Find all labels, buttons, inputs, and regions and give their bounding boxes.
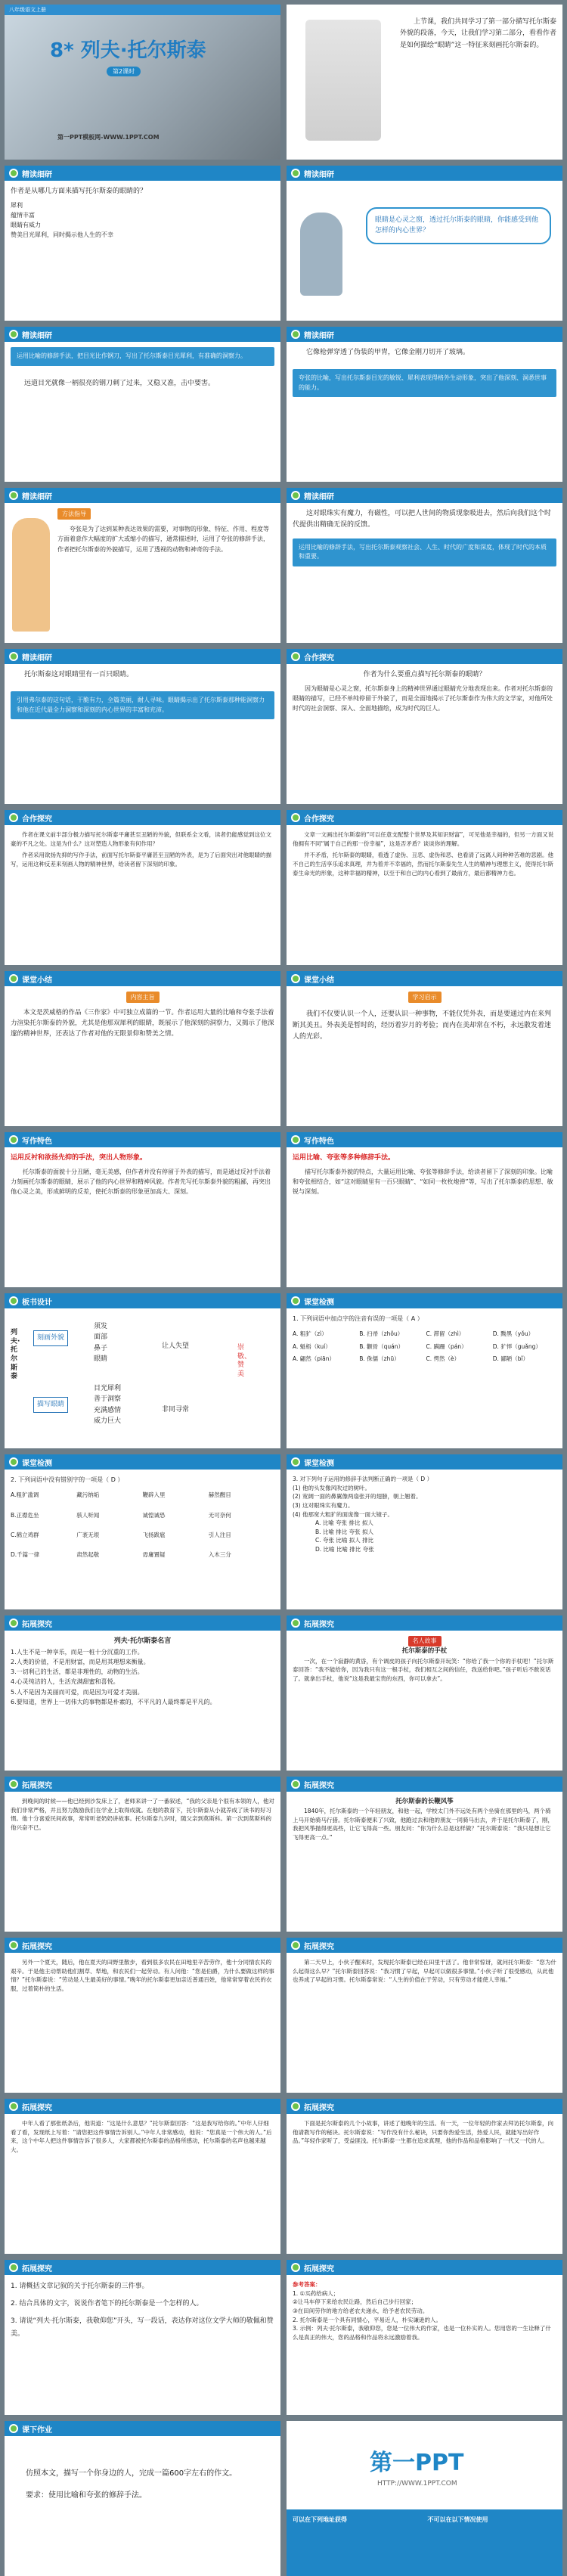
section-bar [5, 2421, 280, 2436]
quote: 4.心灵纯洁的人，生活充满甜蜜和喜悦。 [11, 1678, 119, 1686]
option[interactable]: A. 翩然（piān） [293, 1355, 335, 1362]
answer-4: 赞美目光犀利，同时揭示他人生的不幸 [11, 231, 113, 239]
logo-icon [291, 1619, 300, 1628]
theme-tag: 内容主旨 [126, 992, 160, 1003]
option[interactable]: C. 愕然（è） [426, 1355, 460, 1362]
section-bar [287, 810, 562, 825]
story-text: 第二天早上，小伙子醒来时，发现托尔斯泰已经在田里干活了。他非常惊讶，就问托尔斯泰：“您为什么起得这么早？”托尔斯泰回答说：“我习惯了早起，早起可以做很多事情。”小伙子听了很受感动，从此他也养成了早起的习惯。托尔斯泰常说：“人生的价值在于劳动，只有劳动才能使人幸福。” [293, 1959, 556, 1984]
question: 文章一文画出托尔斯泰的“可以任意支配整个世界及其知识财富”，可见他是幸福的，但另一方面又说他拥有不同“属于自己的那一份幸福”，这是否矛盾？谈谈你的理解。 [293, 831, 554, 847]
feature-heading: 运用比喻、夸张等多种修辞手法。 [293, 1154, 395, 1162]
feature-text: 描写托尔斯泰外貌的特点，大量运用比喻、夸张等修辞手法，给读者留下了深刻的印象。比喻和夸张相结合，如“这对眼睛里有一百只眼睛”、“如同一枚枚炮弹”等，写出了托尔斯泰的思想、敏锐与深刻。 [293, 1168, 553, 1196]
answer-text: 作者采用欲扬先抑的写作手法，前面写托尔斯泰平庸甚至丑陋的外表，是为了后面突出对他眼睛的描写，运用这种反差来刻画人物的精神世界，给读者留下深刻的印象。 [11, 852, 271, 867]
logo-icon [9, 652, 18, 661]
board-item2: 善于洞察 [94, 1395, 122, 1404]
option[interactable]: D. 比喻 比喻 排比 夸张 [315, 1546, 374, 1553]
board-item: 面部 [94, 1333, 108, 1342]
question: 2. 下列词语中没有错别字的一项是（ D ） [11, 1476, 124, 1483]
section-title: 合作探究 [304, 653, 334, 663]
board-a: 刻画外貌 [33, 1330, 68, 1346]
logo-icon [291, 974, 300, 983]
section-title: 拓展探究 [304, 2264, 334, 2273]
quote-text: 它像枪弹穿透了伪装的甲胄，它像金刚刀切开了玻璃。 [306, 349, 470, 356]
quote: 3.一切利己的生活，都是非理性的，动物的生活。 [11, 1668, 144, 1676]
logo-icon [9, 1296, 18, 1305]
logo-icon [291, 813, 300, 822]
lesson-text: 我们不仅要认识一个人，还要认识一种事物，不能仅凭外表，而是要通过内在来判断其美丑。外表美是暂时的，经历着岁月的考验；而内在美却常在不朽，永远散发着迷人的光彩。 [293, 1010, 552, 1041]
story-text: 到晚间的时候——他已经到沙发床上了，老师来讲一了一番叙述，“我的父亲是个很有本领的人，他对我们非常严格，并且努力鼓励我们在学业上取得成就。在他的教育下，托尔斯泰从小就养成了读书的好习惯。他十分喜爱民间故事，常常听老奶奶讲故事。托尔斯泰九岁时，随父亲到莫斯科。第一次到莫斯科的他兴奋不已。 [11, 1798, 274, 1831]
logo-icon [9, 169, 18, 178]
analysis-box: 运用比喻的修辞手法，写出托尔斯泰观察社会、人生、时代的广度和深度，体现了时代的本质和重要。 [293, 538, 556, 567]
board-r2: 非同寻常 [162, 1406, 190, 1414]
quote: 5.人不是因为美丽而可爱，而是因为可爱才美丽。 [11, 1688, 144, 1696]
analysis-box: 运用比喻的修辞手法，把目光比作钢刀，写出了托尔斯泰目光犀利，有准确的洞察力。 [11, 347, 274, 366]
slide-happiness[interactable] [287, 810, 562, 965]
story-text: 1840年，托尔斯泰的一个年轻朋友，和他一起，学校太门外不远处有两个坐骑在那里的马，两个骑上马开始骑马行猎。托尔斯泰便来了兴致，他跑过去和他的朋友一同骑马出去，并于是托尔斯泰了，刚，我把风筝抛得更高些，让它飞得高一些。朋友问：“你为什么总是这样做？”托尔斯泰说：“我只是想让它飞得更高一点。” [293, 1808, 553, 1842]
word: 广袤无垠 [76, 1531, 100, 1538]
slide-story-4[interactable] [5, 1938, 280, 2093]
section-bar [287, 1938, 562, 1953]
slide-story-cane[interactable] [287, 1615, 562, 1771]
section-title: 课堂检测 [304, 1459, 334, 1468]
answer-item: ②让马车停下来给农民让路，然后自己步行回家； [293, 2298, 417, 2306]
section-bar [5, 488, 280, 503]
option[interactable]: B. 侏儒（zhū） [359, 1355, 400, 1362]
story-title: 托尔斯泰的长鞭风筝 [395, 1798, 454, 1805]
answer-item: 3. 示例：列夫·托尔斯泰，我敬仰您，您是一位伟大的作家，也是一位朴实的人。您用您的一生诠释了什么是真正的伟大，您的品格和作品将永远激励着我。 [293, 2325, 551, 2341]
section-title: 精读细研 [304, 170, 334, 179]
section-title: 精读细研 [22, 653, 52, 663]
board-title: 列夫·托尔斯泰 [11, 1329, 20, 1381]
section-bar [287, 1454, 562, 1470]
section-title: 拓展探究 [304, 1781, 334, 1790]
section-bar [5, 1777, 280, 1792]
slide-end[interactable] [287, 2421, 562, 2576]
logo-icon [291, 1780, 300, 1789]
logo-icon [9, 330, 18, 339]
end-col-2: 不可以在以下情况使用 [427, 2516, 488, 2523]
quote: 6.要知道，世界上一切伟大的事物都是朴素的，不平凡的人最终都是平凡的。 [11, 1698, 216, 1705]
slide-magic[interactable] [287, 488, 562, 643]
section-bar [5, 1938, 280, 1953]
logo-icon [291, 330, 300, 339]
logo-icon [9, 2263, 18, 2272]
section-title: 精读细研 [304, 492, 334, 501]
exercise-item: 3. 请说“列夫·托尔斯泰，我敬仰您”开头，写一段话，表达你对这位文学大师的敬佩和赞美。 [11, 2317, 274, 2339]
logo-icon [9, 1780, 18, 1789]
slide-quotes[interactable] [5, 1615, 280, 1771]
section-bar [287, 488, 562, 503]
quote-text: 托尔斯泰这对眼睛里有一百只眼睛。 [24, 671, 134, 678]
section-title: 课堂检测 [22, 1459, 52, 1468]
option[interactable]: C. 滞留（zhì） [426, 1330, 465, 1338]
theme-text: 本文是茨威格的作品《三作家》中可独立成篇的一节。作者运用大量的比喻和夸张手法着力渲染托尔斯泰的外貌，尤其是他那双犀利的眼睛，既展示了他深刻的洞察力，又揭示了他深邃的精神世界，还表达了作者对他的无限景仰和赞美之情。 [11, 1009, 274, 1038]
section-bar [5, 2099, 280, 2114]
end-url[interactable]: HTTP://WWW.1PPT.COM [377, 2480, 457, 2488]
word: 赫然醒目 [208, 1491, 231, 1499]
word: 骇人听闻 [76, 1511, 100, 1519]
homework-req: 要求：使用比喻和夸张的修辞手法。 [26, 2491, 147, 2500]
logo-icon [291, 1941, 300, 1950]
slide-summary-theme[interactable] [5, 971, 280, 1126]
section-bar [287, 1293, 562, 1308]
logo-icon [9, 1457, 18, 1466]
board-item: 眼睛 [94, 1355, 108, 1364]
homework-text: 仿照本文，描写一个你身边的人，完成一篇600字左右的作文。 [26, 2469, 237, 2478]
option[interactable]: C. 夸张 比喻 拟人 排比 [315, 1537, 374, 1544]
board-item2: 充满感情 [94, 1406, 122, 1414]
section-title: 课堂检测 [304, 1298, 334, 1307]
answers-heading: 参考答案： [293, 2281, 321, 2288]
logo-icon [291, 491, 300, 500]
story-text: 中年人看了那张纸条后，他说道：“这是什么意思？”托尔斯泰回答：“这是我写给你的。”中年人仔细看了看，发现纸上写着：“请您把这件事情告诉别人。”中年人非常感动，他说：“您真是一个伟大的人。”后来，这个中年人把这件事情告诉了很多人，大家都被托尔斯泰的品格所感动，托尔斯泰的名声也越来越大。 [11, 2120, 272, 2153]
slide-summary-lesson[interactable] [287, 971, 562, 1126]
section-title: 合作探究 [304, 815, 334, 824]
question: 作者为什么要重点描写托尔斯泰的眼睛？ [363, 671, 486, 678]
lesson-tag: 学习启示 [408, 992, 442, 1003]
story-title: 托尔斯泰的手杖 [401, 1647, 448, 1656]
section-bar [287, 166, 562, 181]
sentence: (2) 宽阔一面的鼻翼像两扇张开的翅膀，朝上翘着。 [293, 1493, 422, 1501]
slide-exercise[interactable] [5, 2260, 280, 2415]
section-bar [5, 1132, 280, 1147]
word: 入木三分 [208, 1551, 231, 1559]
teacher-illustration [300, 213, 342, 296]
logo-icon [9, 2102, 18, 2111]
slide-contrast[interactable] [5, 810, 280, 965]
logo-icon [291, 2102, 300, 2111]
section-title: 课堂小结 [304, 976, 334, 985]
logo-icon [291, 652, 300, 661]
option[interactable]: B. 比喻 排比 夸张 拟人 [315, 1528, 374, 1535]
story-badge: 名人故事 [408, 1636, 442, 1646]
slide-cover[interactable] [5, 5, 280, 160]
section-title: 精读细研 [304, 331, 334, 340]
section-bar [5, 2260, 280, 2275]
section-bar [287, 327, 562, 342]
board-item: 鼻子 [94, 1344, 108, 1352]
speech-bubble: 眼睛是心灵之窗，透过托尔斯泰的眼睛，你能感受到他怎样的内心世界？ [366, 207, 551, 244]
word: 肃然起敬 [76, 1551, 100, 1559]
slide-test-2[interactable] [5, 1454, 280, 1609]
slide-eyes-bubble[interactable] [287, 166, 562, 321]
section-bar [287, 1615, 562, 1631]
question: 作者是从哪几方面来描写托尔斯泰的眼睛的？ [11, 188, 147, 195]
logo-icon [291, 1135, 300, 1144]
option[interactable]: B. 颧骨（quán） [359, 1342, 404, 1350]
section-bar [5, 649, 280, 664]
board-item2: 目光犀利 [94, 1385, 122, 1392]
logo-icon [9, 813, 18, 822]
story-text: 另外一个夏天，随后，他在夏天的田野里散步，看到很多农民在田地里辛苦劳作，他十分同情农民的艰辛。于是他主动帮助他们割草、犁地，和农民们一起劳动。有人问他：“您是伯爵，为什么要做这样的事情？”托尔斯泰说：“劳动是人生最美好的事情。”晚年的托尔斯泰更加亲近普通百姓，他常常穿着农民的衣服，过着简朴的生活。 [11, 1959, 274, 1992]
logo-icon [9, 1619, 18, 1628]
story-text: 一次，在一个寂静的黄昏，有个调皮的孩子向托尔斯泰开玩笑：“你给了我一个你的手杖吧！”托尔斯泰回答：“我不能给你，因为我只有这一根手杖，我们相互之间的信任，我送给你吧。”孩子听后不敢说话了。就拿出手杖，他说“这是我最宝贵的东西，你可以拿去”。 [293, 1657, 554, 1682]
section-title: 课下作业 [22, 2425, 52, 2435]
slide-test-3[interactable] [287, 1454, 562, 1609]
word: 诚惶诚恐 [142, 1511, 166, 1519]
method-tag: 方法指导 [57, 508, 91, 520]
answer-1: 犀利 [11, 201, 23, 209]
quote: 2.人类的价值，不是用财富，而是用其理想来衡量。 [11, 1659, 150, 1666]
slide-story-2[interactable] [5, 1777, 280, 1932]
option[interactable]: A. 粗犷（zì） [293, 1330, 327, 1338]
logo-icon [9, 491, 18, 500]
slide-story-7[interactable] [287, 2099, 562, 2254]
slide-story-6[interactable] [5, 2099, 280, 2254]
word: 毋庸置疑 [142, 1551, 166, 1559]
slide-writing-1[interactable] [5, 1132, 280, 1287]
end-col-1: 可以在下列地址获得 [293, 2516, 347, 2523]
slide-eyes-question[interactable] [5, 166, 280, 321]
section-title: 拓展探究 [304, 2103, 334, 2112]
slide-title: 8* 列夫·托尔斯泰 [50, 39, 206, 62]
section-title: 拓展探究 [304, 1942, 334, 1951]
site-text: 第一PPT模板网-WWW.1PPT.COM [57, 134, 160, 141]
slide-story-5[interactable] [287, 1938, 562, 2093]
section-bar [287, 2099, 562, 2114]
section-title: 精读细研 [22, 492, 52, 501]
option[interactable]: C. 蹒跚（pán） [426, 1342, 467, 1350]
board-item: 须发 [94, 1323, 108, 1330]
exercise-item: 2. 结合具体的文字，说说作者笔下的托尔斯泰是一个怎样的人。 [11, 2300, 203, 2308]
word: 鞭辟入里 [142, 1491, 166, 1499]
answer-3: 眼睛有威力 [11, 222, 41, 229]
slide-intro[interactable] [287, 5, 562, 160]
option[interactable]: D. 犷悍（guǎng） [492, 1342, 541, 1350]
section-title: 拓展探究 [22, 1942, 52, 1951]
answer-text: 因为眼睛是心灵之窗，托尔斯泰身上的精神世界通过眼睛充分地表现出来。作者对托尔斯泰的眼睛的描写，已经不单纯停留于外貌了，而是全面地揭示了托尔斯泰作为伟大的文学家，对他所处时代的社会洞察、深入、全面地描绘，成为时代的巨人。 [293, 684, 553, 712]
section-bar [5, 1293, 280, 1308]
logo-icon [291, 169, 300, 178]
lesson-badge: 第2课时 [107, 67, 141, 76]
quotes-title: 列夫·托尔斯泰名言 [113, 1637, 172, 1645]
section-bar [5, 1454, 280, 1470]
section-title: 写作特色 [304, 1137, 334, 1146]
answer-item: 2. 托尔斯泰是一个具有同情心，平易近人，朴实谦逊的人。 [293, 2316, 442, 2323]
section-bar [287, 971, 562, 986]
logo-icon [291, 1296, 300, 1305]
slide-hundred-eyes[interactable] [5, 649, 280, 804]
sentence: (1) 他的头发像风吹过的树叶。 [293, 1484, 371, 1491]
word: C.鹤立鸡群 [11, 1531, 39, 1538]
answer-text: 并不矛盾，托尔斯泰的眼睛，看透了虚伪、丑恶、虚伪和恶、也看清了远离人间种种苦难的悲剧。他不自己的生活享乐追求真理，并为着并不幸福的，然而托尔斯泰先生人生的精神与理想主义，使得托尔斯泰生命光的形象，这种幸福的精神，以至于和自己的内心看到了最前方，最后都精神力也。 [293, 852, 553, 877]
logo-icon [9, 1941, 18, 1950]
slide-bullet[interactable] [287, 327, 562, 482]
student-illustration [12, 518, 50, 632]
section-bar [5, 810, 280, 825]
answer-item: ③在田间劳作的地方给老农夫递水，给予老农民劳动。 [293, 2307, 429, 2314]
logo-icon [9, 974, 18, 983]
section-title: 写作特色 [22, 1137, 52, 1146]
slide-knife[interactable] [5, 327, 280, 482]
option[interactable]: A. 比喻 夸张 排比 拟人 [315, 1519, 373, 1527]
option[interactable]: D. 黝黑（yǒu） [492, 1330, 534, 1338]
board-item2: 威力巨大 [94, 1417, 122, 1426]
word: 飞扬跋扈 [142, 1531, 166, 1538]
question: 1. 下列词语中加点字的注音有误的一项是（ A ） [293, 1315, 423, 1322]
logo-icon [291, 1457, 300, 1466]
section-title: 拓展探究 [304, 1620, 334, 1629]
exercise-item: 1. 请概括文章记叙的关于托尔斯泰的三件事。 [11, 2283, 149, 2290]
method-text: 夸张是为了达到某种表达效果的需要，对事物的形象、特征、作用、程度等方面着意作大幅度的扩大或缩小的描写，通常描述时，运用了夸张的修辞手法，作者把托尔斯泰的外貌描写，运用了透视的动物和神奇的手法。 [57, 526, 269, 553]
section-bar [5, 1615, 280, 1631]
end-logo: 第一PPT [370, 2450, 464, 2476]
word: D.千篇一律 [11, 1551, 40, 1559]
section-title: 拓展探究 [22, 1620, 52, 1629]
word: A.粗犷滥调 [11, 1491, 39, 1499]
section-bar [287, 2260, 562, 2275]
slide-board[interactable] [5, 1293, 280, 1448]
slide-test-1[interactable] [287, 1293, 562, 1448]
logo-icon [9, 1135, 18, 1144]
slide-answers[interactable] [287, 2260, 562, 2415]
section-bar [5, 327, 280, 342]
section-title: 课堂小结 [22, 976, 52, 985]
story-text: 下面是托尔斯泰的几个小故事，讲述了他晚年的生活。有一天，一位年轻的作家去拜访托尔斯泰，向他请教写作的秘诀。托尔斯泰说：“写作没有什么秘诀，只要你热爱生活，热爱人民，就能写出好作品。”年轻作家听了，受益匪浅。托尔斯泰一生都在追求真理，他的作品和品格影响了一代又一代的人。 [293, 2120, 553, 2145]
word: 引人注目 [208, 1531, 231, 1538]
question: 作者在课文前半部分极力描写托尔斯泰平庸甚至丑陋的外貌，但联系全文看，读者仍能感觉到这位文豪的不凡之处。这是为什么？这对塑造人物形象有何作用？ [11, 831, 271, 847]
section-title: 拓展探究 [22, 2103, 52, 2112]
word: B.正襟危坐 [11, 1511, 39, 1519]
cover-band: 八年级语文上册 [5, 5, 280, 15]
section-bar [287, 1132, 562, 1147]
option[interactable]: B. 扫帚（zhǒu） [359, 1330, 404, 1338]
section-title: 合作探究 [22, 815, 52, 824]
slide-method[interactable] [5, 488, 280, 643]
board-side: 崇敬、赞美 [237, 1344, 252, 1379]
section-title: 拓展探究 [22, 2264, 52, 2273]
slide-grid [5, 5, 562, 2576]
word: 藏污纳垢 [76, 1491, 100, 1499]
section-bar [287, 1777, 562, 1792]
pencil-illustration [305, 20, 381, 141]
logo-icon [291, 2263, 300, 2272]
slide-story-3[interactable] [287, 1777, 562, 1932]
slide-homework[interactable] [5, 2421, 280, 2576]
section-title: 精读细研 [22, 331, 52, 340]
section-title: 板书设计 [22, 1298, 52, 1307]
option[interactable]: A. 魁梧（kuí） [293, 1342, 331, 1350]
board-b: 描写眼睛 [33, 1397, 68, 1413]
section-title: 拓展探究 [22, 1781, 52, 1790]
question: 3. 对下列句子运用的修辞手法判断正确的一项是（ D ） [293, 1476, 433, 1482]
answer-item: 1. ①买药给病人； [293, 2289, 339, 2297]
board-r1: 让人失望 [162, 1342, 190, 1350]
option[interactable]: D. 鄙陋（bǐ） [492, 1355, 529, 1362]
section-bar [5, 971, 280, 986]
feature-heading: 运用反衬和欲扬先抑的手法，突出人物形象。 [11, 1154, 147, 1162]
word: 无可奈何 [208, 1511, 231, 1519]
logo-icon [9, 2424, 18, 2433]
quote-text: 远道目光就像一柄很亮的钢刀刺了过来，又稳又准，击中要害。 [24, 379, 215, 387]
feature-text: 托尔斯泰的面貌十分丑陋，毫无美感，但作者并没有停留于外表的描写，而是通过反衬手法着力刻画托尔斯泰的眼睛，展示了他的内心世界和精神风貌。作者先写托尔斯泰外貌的粗鄙，再突出他心灵之美，形成鲜明的反差，使托尔斯泰的形象更加高大、深刻。 [11, 1168, 271, 1196]
answer-2: 蕴情丰富 [11, 212, 35, 219]
section-title: 精读细研 [22, 170, 52, 179]
intro-text: 上节课，我们共同学习了第一部分描写托尔斯泰外貌的段落，今天，让我们学习第二部分，看看作者是如何描绘“眼睛”这一特征来刻画托尔斯泰的。 [400, 18, 557, 49]
quote: 1.人生不是一种享乐，而是一桩十分沉重的工作。 [11, 1648, 144, 1656]
section-bar [287, 649, 562, 664]
analysis-box: 引用弗尔泰的这句话，干脆有力，全篇美丽，耐人寻味。眼睛揭示出了托尔斯泰那种能洞察力和他在近代最全力洞察和深刻的内心世界的丰富和充沛。 [11, 691, 274, 720]
sentence: (3) 这对眼珠实有魔力。 [293, 1501, 354, 1509]
analysis-box: 夸张的比喻，写出托尔斯泰目光的敏锐、犀利表现得格外生动形象，突出了他深刻、洞悉世事的能力。 [293, 369, 556, 398]
sentence: (4) 他那宽大粗犷的面庞像一面大镜子。 [293, 1510, 394, 1518]
quote-text: 这对眼珠实有魔力，有磁性，可以把人世间的物质现象吸进去，然后向我们这个时代提供出精确无误的反馈。 [293, 510, 552, 529]
section-bar [5, 166, 280, 181]
slide-writing-2[interactable] [287, 1132, 562, 1287]
slide-why-eyes[interactable] [287, 649, 562, 804]
